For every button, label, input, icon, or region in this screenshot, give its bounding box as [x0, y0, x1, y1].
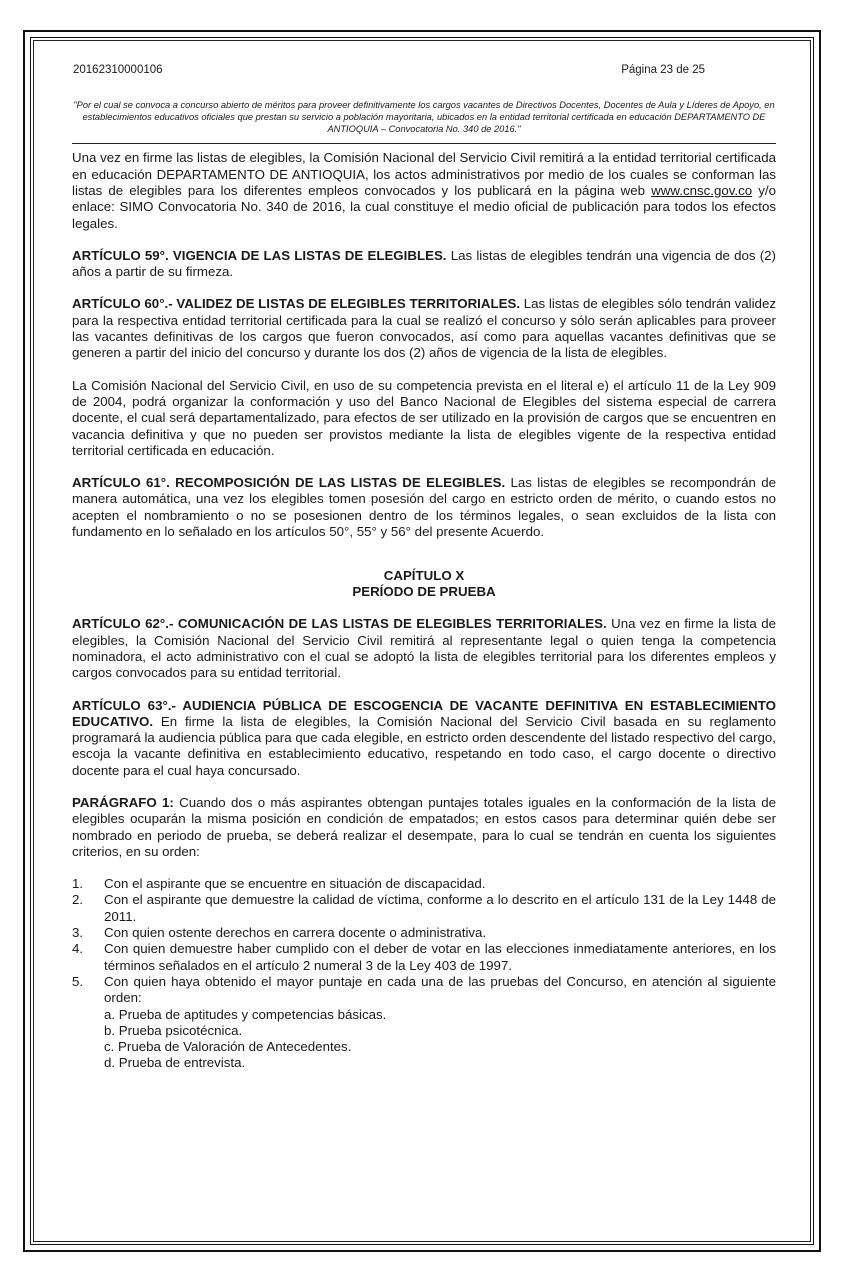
list-item-text: Con quien haya obtenido el mayor puntaje en cada una de las pruebas del Concurso, en atención al siguiente orden: [104, 973, 776, 1006]
list-item [72, 876, 776, 892]
page-header [73, 64, 776, 76]
intro-text-start: Una vez en firme las listas de elegibles, la Comisión Nacional del Servicio Civil remitirá a la entidad territorial certificada en educación DEPARTAMENTO DE ANTIOQUIA, los actos administrativos por medio de los cuales se conforman las listas de elegibles para los diferentes empleos convocados y los publicará en la página web [72, 150, 776, 198]
list-item-number: 1. [72, 876, 84, 892]
chapter-title: PERÍODO DE PRUEBA [352, 584, 496, 600]
article-62-text: Una vez en firme la lista de elegibles, la Comisión Nacional del Servicio Civil remitirá al representante legal o quien tenga la competencia nominadora, el acto administrativo con el cual se adoptó la lista de elegibles territorial para los diferentes empleos y cargos convocados para su entidad territorial. [72, 616, 776, 681]
list-item-text: Con quien demuestre haber cumplido con el deber de votar en las elecciones inmediatamente anteriores, en los términos señalados en el artículo 2 numeral 3 de la Ley 403 de 1997. [104, 941, 776, 973]
article-62 [72, 616, 776, 681]
chapter-number: CAPÍTULO X [383, 568, 465, 584]
sublist-item: d. Prueba de entrevista. [104, 1055, 246, 1071]
list-item [72, 974, 776, 1072]
page-number: Página 23 de 25 [621, 64, 705, 76]
sublist-item: b. Prueba psicotécnica. [104, 1022, 243, 1038]
article-63-title: ARTÍCULO 63°.- AUDIENCIA PÚBLICA DE ESCOGENCIA DE VACANTE DEFINITIVA EN ESTABLECIMIENTO EDUCATIVO. [72, 697, 776, 729]
paragrafo-1-text: Cuando dos o más aspirantes obtengan puntajes totales iguales en la conformación de la lista de elegibles ocuparán la misma posición en condición de empatados; en estos casos para determinar quién debe ser nombrado en periodo de prueba, se deberá realizar el desempate, para lo cual se tendrán en cuenta los siguientes criterios, en su orden: [72, 795, 776, 859]
list-item-number: 2. [72, 892, 84, 908]
list-item-number: 5. [72, 973, 84, 989]
article-62-title: ARTÍCULO 62°.- COMUNICACIÓN DE LAS LISTAS DE ELEGIBLES TERRITORIALES. [72, 616, 607, 632]
list-item-content [104, 974, 776, 1072]
article-61-title: ARTÍCULO 61°. RECOMPOSICIÓN DE LAS LISTAS DE ELEGIBLES. [72, 475, 506, 491]
cnsc-website-link[interactable]: www.cnsc.gov.co [651, 182, 753, 198]
article-63 [72, 698, 776, 779]
tiebreak-criteria-list [72, 876, 776, 1072]
list-item [72, 892, 776, 925]
article-63-text: En firme la lista de elegibles, la Comisión Nacional del Servicio Civil basada en su reglamento programará la audiencia pública para que cada elegible, en estricto orden descendente del listado respectivo del cargo, escoja la vacante definitiva en establecimiento educativo, respetando en todo caso, el cargo docente o directivo docente para el cual haya concursado. [72, 713, 776, 778]
list-item [72, 925, 776, 941]
paragrafo-1 [72, 795, 776, 860]
sublist-item: a. Prueba de aptitudes y competencias básicas. [104, 1006, 387, 1022]
article-60-paragraph-2: La Comisión Nacional del Servicio Civil, en uso de su competencia prevista en el literal e) el artículo 11 de la Ley 909 de 2004, podrá organizar la conformación y uso del Banco Nacional de Elegibles del sistema especial de carrera docente, el cual será departamentalizado, para efectos de ser utilizado en la provisión de cargos que se encuentren en vacancia definitiva y que no pueden ser provistos mediante la lista de elegibles vigente de la respectiva entidad territorial certificada en educación. [72, 377, 776, 458]
paragrafo-1-title: PARÁGRAFO 1: [72, 795, 174, 810]
article-60-title: ARTÍCULO 60°.- VALIDEZ DE LISTAS DE ELEGIBLES TERRITORIALES. [72, 296, 521, 312]
article-60-text: Las listas de elegibles sólo tendrán validez para la respectiva entidad territorial certificada para la cual se realizó el concurso y sólo serán aplicables para proveer las vacantes definitivas de los cargos que fueron convocados, así como para aquellas vacantes definitivas que se generen a partir del inicio del concurso y durante los dos (2) años de vigencia de la lista de elegibles. [72, 296, 776, 361]
header-divider [72, 143, 776, 144]
list-item-number: 3. [72, 925, 84, 941]
list-item [72, 941, 776, 974]
article-61-text: Las listas de elegibles se recompondrán de manera automática, una vez los elegibles tomen posesión del cargo en estricto orden de mérito, o cuando estos no acepten el nombramiento o no se posesionen dentro de los términos legales, o sean excluidos de la lista con fundamento en lo señalado en los artículos 50°, 55° y 56° del presente Acuerdo. [72, 475, 776, 540]
sublist-item: c. Prueba de Valoración de Antecedentes. [104, 1039, 352, 1055]
resolution-subtitle: "Por el cual se convoca a concurso abierto de méritos para proveer definitivamente los cargos vacantes de Directivos Docentes, Docentes de Aula y Líderes de Apoyo, en establecimientos educativos oficiales que prestan su servicio a población mayoritaria, ubicados en la entidad territorial certificada en educación DEPARTAMENTO DE ANTIOQUIA – Convocatoria No. 340 de 2016." [73, 100, 775, 134]
article-59 [72, 248, 776, 281]
article-59-title: ARTÍCULO 59°. VIGENCIA DE LAS LISTAS DE ELEGIBLES. [72, 247, 447, 263]
document-number: 20162310000106 [73, 64, 163, 76]
list-item-number: 4. [72, 941, 84, 957]
intro-text-end: y/o enlace: SIMO Convocatoria No. 340 de 2016, la cual constituye el medio oficial de publicación para todos los efectos legales. [72, 182, 776, 231]
list-item-text: Con el aspirante que se encuentre en situación de discapacidad. [104, 876, 486, 892]
list-item-text: Con quien ostente derechos en carrera docente o administrativa. [104, 925, 487, 941]
document-page [72, 64, 776, 1072]
article-59-text: Las listas de elegibles tendrán una vigencia de dos (2) años a partir de su firmeza. [72, 247, 776, 280]
list-item-text: Con el aspirante que demuestre la calidad de víctima, conforme a lo descrito en el artículo 131 de la Ley 1448 de 2011. [104, 892, 776, 924]
article-60 [72, 296, 776, 361]
chapter-heading [72, 568, 776, 600]
test-order-sublist [104, 1007, 776, 1072]
article-61 [72, 475, 776, 540]
document-body [72, 150, 776, 1071]
intro-paragraph [72, 150, 776, 231]
